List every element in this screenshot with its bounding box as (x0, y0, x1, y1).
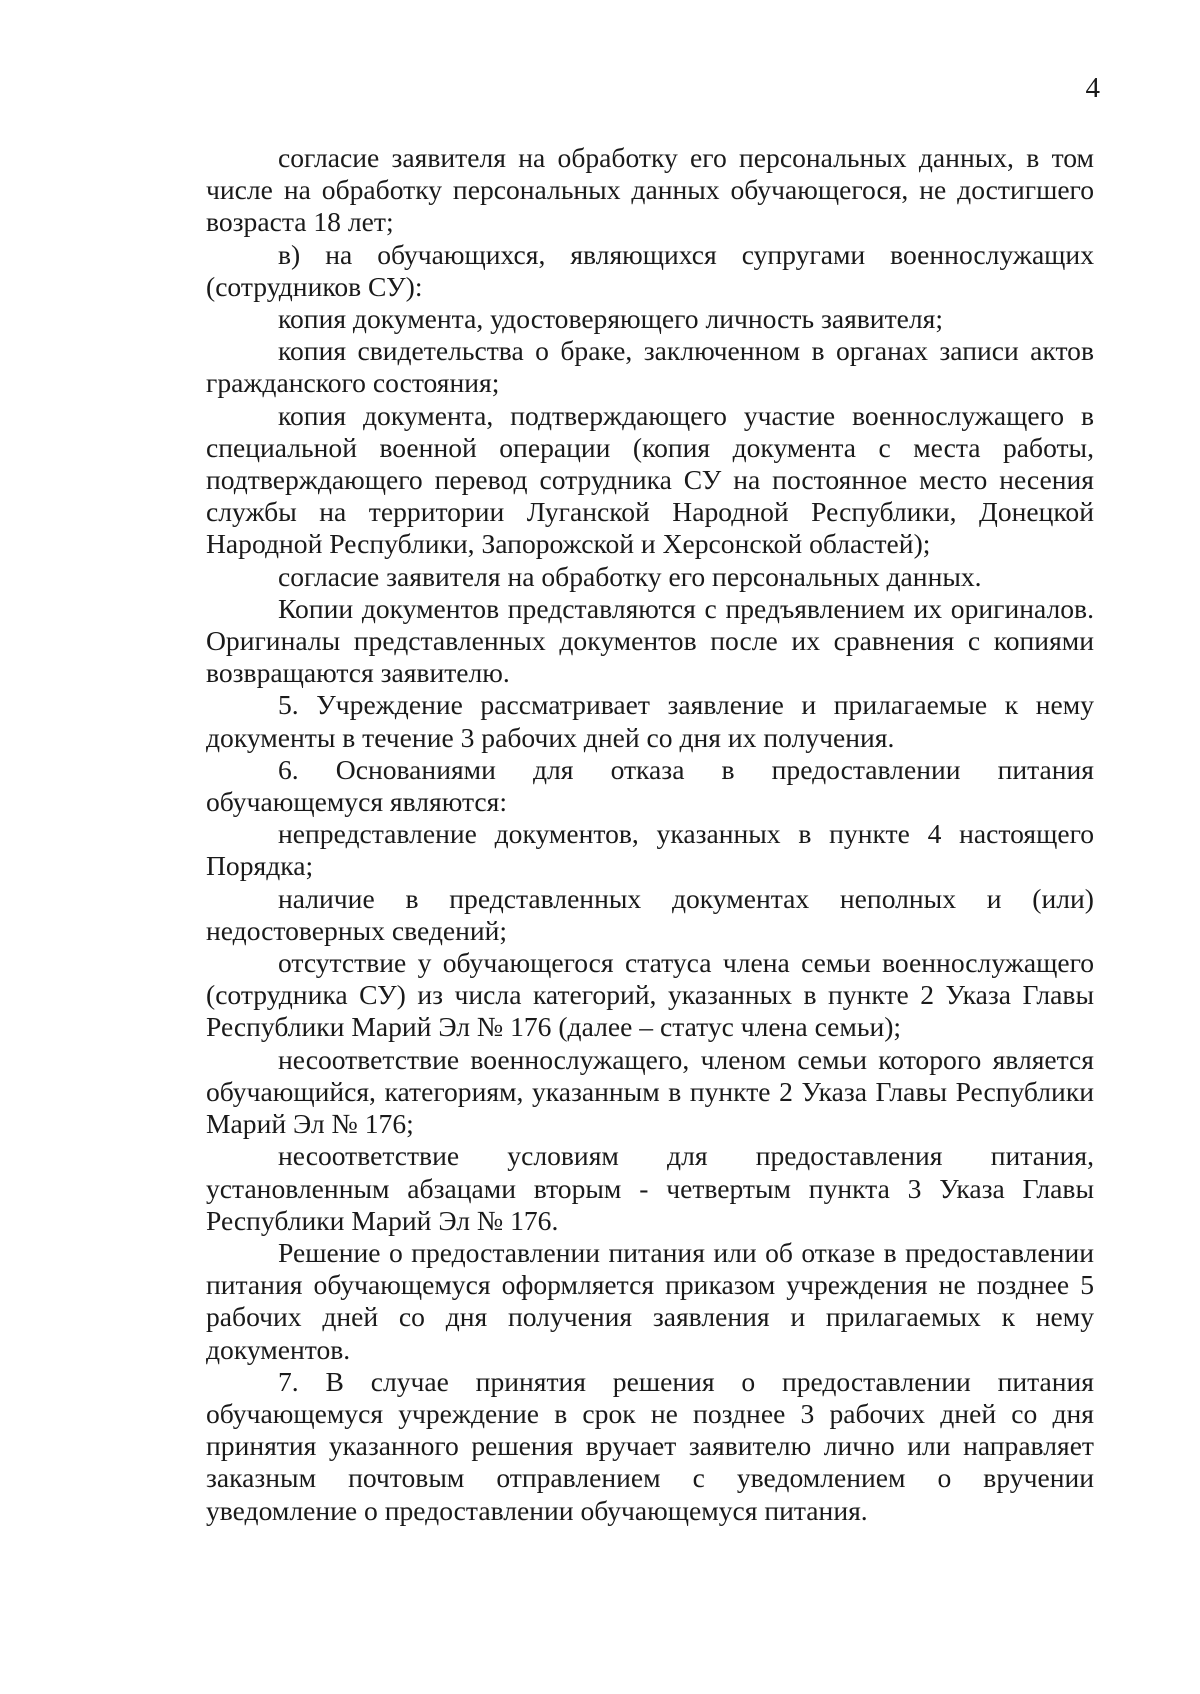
paragraph-refusal-category-mismatch: несоответствие военнослужащего, членом семьи которого является обучающийся, категориям, указанным в пункте 2 Указа Главы Республики Марий Эл № 176; (206, 1043, 1094, 1140)
document-body (206, 142, 1094, 1527)
paragraph-refusal-conditions: несоответствие условиям для предоставления питания, установленным абзацами вторым - четвертым пункта 3 Указа Главы Республики Марий Эл № 176. (206, 1140, 1094, 1236)
paragraph-item-6: 6. Основаниями для отказа в предоставлении питания обучающемуся являются: (206, 753, 1094, 818)
paragraph-consent-minor: согласие заявителя на обработку его персональных данных, в том числе на обработку персональных данных обучающегося, не достигшего возраста 18 лет; (206, 142, 1094, 238)
paragraph-item-5: 5. Учреждение рассматривает заявление и прилагаемые к нему документы в течение 3 рабочих дней со дня их получения. (206, 689, 1094, 753)
paragraph-identity-document: копия документа, удостоверяющего личность заявителя; (278, 303, 944, 335)
paragraph-item-v-spouses: в) на обучающихся, являющихся супругами военнослужащих (сотрудников СУ): (206, 238, 1094, 302)
paragraph-copies-originals: Копии документов представляются с предъявлением их оригиналов. Оригиналы представленных документов после их сравнения с копиями возвращаются заявителю. (206, 592, 1094, 689)
paragraph-marriage-certificate: копия свидетельства о браке, заключенном в органах записи актов гражданского состояния; (206, 335, 1094, 399)
paragraph-participation-document: копия документа, подтверждающего участие военнослужащего в специальной военной операции (копия документа с места работы, подтверждающего перевод сотрудника СУ на постоянное место несения службы на территории Луганской Народной Республики, Донецкой Народной Республики, Запорожской и Херсонской областей); (206, 399, 1094, 560)
page-number: 4 (1085, 72, 1100, 104)
paragraph-refusal-no-documents: непредставление документов, указанных в пункте 4 настоящего Порядка; (206, 818, 1094, 882)
paragraph-decision-order: Решение о предоставлении питания или об отказе в предоставлении питания обучающемуся оформляется приказом учреждения не позднее 5 рабочих дней со дня получения заявления и прилагаемых к нему документов. (206, 1236, 1094, 1365)
paragraph-consent-applicant: согласие заявителя на обработку его персональных данных. (278, 560, 982, 592)
paragraph-item-7: 7. В случае принятия решения о предоставлении питания обучающемуся учреждение в срок не позднее 3 рабочих дней со дня принятия указанного решения вручает заявителю лично или направляет заказным почтовым отправлением с уведомлением о вручении уведомление о предоставлении обучающемуся питания. (206, 1365, 1094, 1526)
paragraph-refusal-no-status: отсутствие у обучающегося статуса члена семьи военнослужащего (сотрудника СУ) из числа категорий, указанных в пункте 2 Указа Главы Республики Марий Эл № 176 (далее – статус члена семьи); (206, 947, 1094, 1043)
paragraph-refusal-incomplete: наличие в представленных документах неполных и (или) недостоверных сведений; (206, 882, 1094, 946)
